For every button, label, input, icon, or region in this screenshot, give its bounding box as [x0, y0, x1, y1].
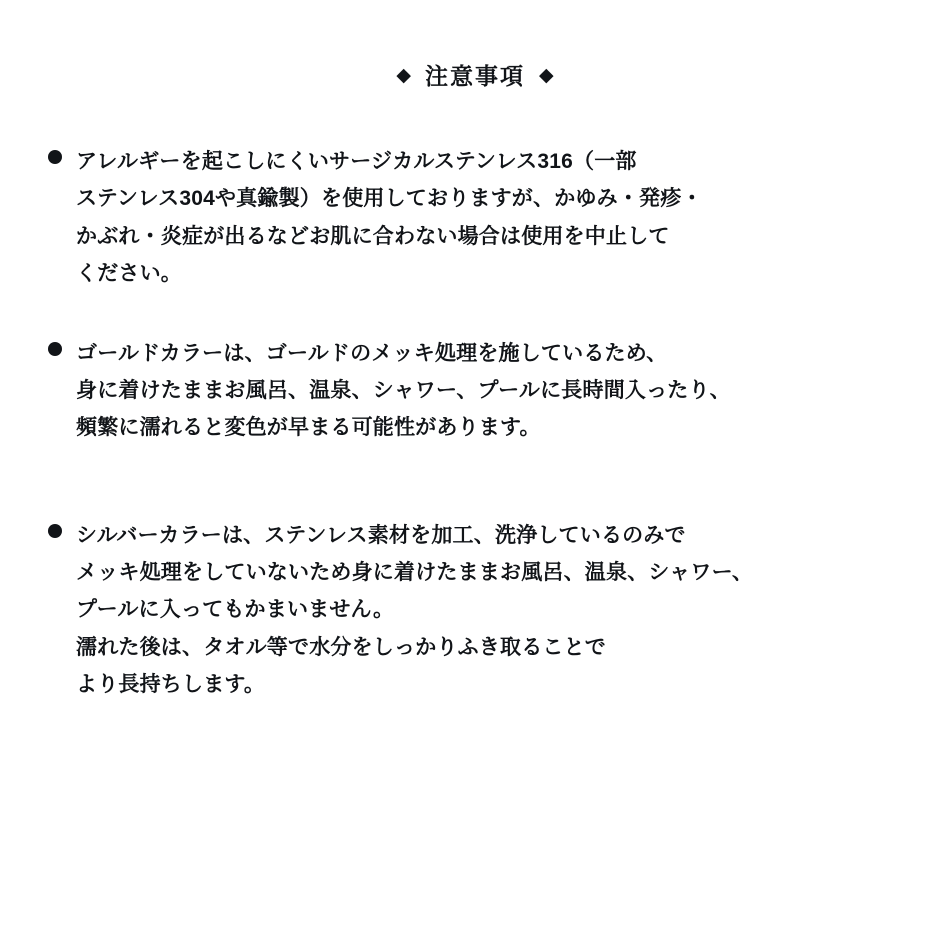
diamond-right-icon: ◆ [539, 65, 554, 86]
note-line: 身に着けたままお風呂、温泉、シャワー、プールに長時間入ったり、 [76, 378, 731, 402]
note-line: メッキ処理をしていないため身に着けたままお風呂、温泉、シャワー、 [76, 561, 754, 584]
note-line: かぶれ・炎症が出るなどお肌に合わない場合は使用を中止して [76, 224, 670, 248]
note-text-gold [76, 335, 910, 447]
note-line: 頻繁に濡れると変色が早まる可能性があります。 [76, 416, 541, 440]
bullet-icon [48, 524, 62, 538]
note-text-silver [76, 517, 910, 704]
note-line: より長持ちします。 [76, 673, 266, 697]
note-line: プールに入ってもかまいません。 [76, 598, 395, 622]
bullet-icon [48, 150, 62, 164]
notice-list [40, 143, 910, 704]
note-line: アレルギーを起こしにくいサージカルステンレス316（一部 [76, 150, 637, 173]
page-title-text: 注意事項 [425, 63, 525, 89]
note-line: ステンレス304や真鍮製）を使用しておりますが、かゆみ・発疹・ [76, 187, 703, 211]
note-line: シルバーカラーは、ステンレス素材を加工、洗浄しているのみで [76, 523, 686, 547]
list-item [48, 143, 910, 293]
note-line: 濡れた後は、タオル等で水分をしっかりふき取ることで [76, 635, 606, 659]
page-title [40, 58, 910, 91]
note-line: ゴールドカラーは、ゴールドのメッキ処理を施しているため、 [76, 341, 668, 365]
list-item [48, 335, 910, 447]
note-line: ください。 [76, 262, 182, 286]
note-text-allergy [76, 143, 910, 293]
list-item [48, 517, 910, 704]
bullet-icon [48, 342, 62, 356]
diamond-left-icon: ◆ [396, 65, 411, 86]
